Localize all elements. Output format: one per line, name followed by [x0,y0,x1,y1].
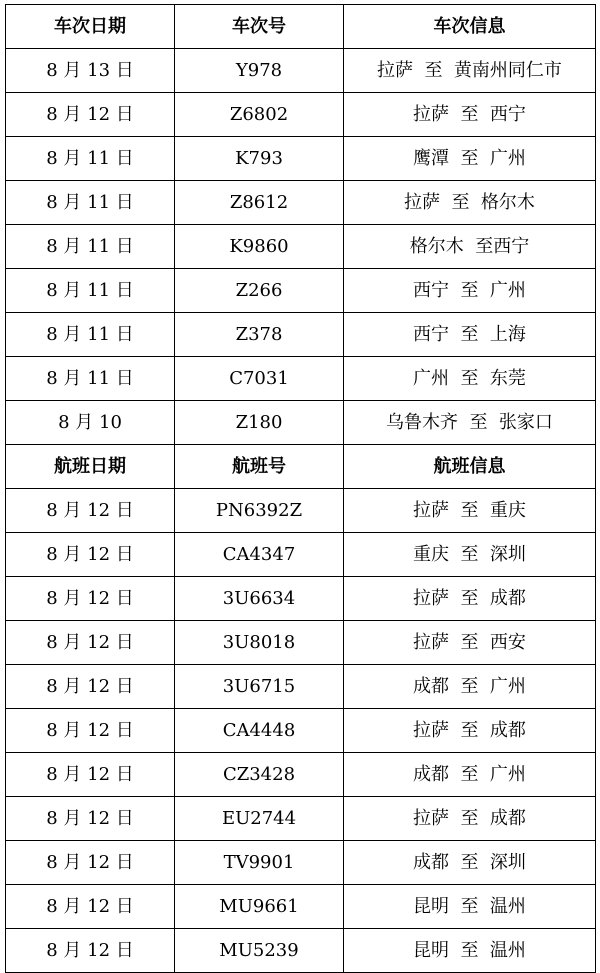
train-row [6,49,596,93]
flight-header-row [6,445,596,489]
flight-info: 昆明 至 温州 [344,929,596,973]
train-info: 格尔木 至西宁 [344,225,596,269]
schedule-sheet [5,4,595,973]
flight-info: 拉萨 至 成都 [344,709,596,753]
flight-info: 重庆 至 深圳 [344,533,596,577]
flight-row [6,841,596,885]
train-info: 广州 至 东莞 [344,357,596,401]
train-row [6,313,596,357]
flight-info-header: 航班信息 [344,445,596,489]
flight-number: CA4448 [175,709,344,753]
flight-row [6,709,596,753]
flight-number: MU5239 [175,929,344,973]
train-date: 8 月 11 日 [6,269,175,313]
flight-info: 成都 至 深圳 [344,841,596,885]
flight-info: 昆明 至 温州 [344,885,596,929]
travel-schedule-table [5,4,596,973]
flight-date: 8 月 12 日 [6,797,175,841]
train-date: 8 月 10 [6,401,175,445]
train-row [6,357,596,401]
flight-row [6,489,596,533]
train-number: Z8612 [175,181,344,225]
flight-date-header: 航班日期 [6,445,175,489]
train-info: 鹰潭 至 广州 [344,137,596,181]
train-row [6,401,596,445]
flight-date: 8 月 12 日 [6,753,175,797]
flight-number: 3U6634 [175,577,344,621]
train-date: 8 月 12 日 [6,93,175,137]
flight-number: MU9661 [175,885,344,929]
flight-row [6,533,596,577]
train-info: 拉萨 至 格尔木 [344,181,596,225]
train-date: 8 月 11 日 [6,225,175,269]
train-info: 乌鲁木齐 至 张家口 [344,401,596,445]
train-row [6,181,596,225]
train-info-header: 车次信息 [344,5,596,49]
flight-row [6,797,596,841]
flight-row [6,577,596,621]
flight-number-header: 航班号 [175,445,344,489]
flight-info: 拉萨 至 重庆 [344,489,596,533]
train-number: Y978 [175,49,344,93]
train-info: 拉萨 至 西宁 [344,93,596,137]
flight-info: 成都 至 广州 [344,665,596,709]
train-number: Z378 [175,313,344,357]
train-number: K793 [175,137,344,181]
train-info: 西宁 至 上海 [344,313,596,357]
flight-number: 3U8018 [175,621,344,665]
flight-number: CA4347 [175,533,344,577]
flight-date: 8 月 12 日 [6,533,175,577]
flight-info: 成都 至 广州 [344,753,596,797]
flight-date: 8 月 12 日 [6,665,175,709]
flight-info: 拉萨 至 成都 [344,577,596,621]
flight-row [6,885,596,929]
flight-date: 8 月 12 日 [6,489,175,533]
train-number: Z266 [175,269,344,313]
flight-row [6,621,596,665]
train-header-row [6,5,596,49]
train-date: 8 月 11 日 [6,181,175,225]
train-date-header: 车次日期 [6,5,175,49]
train-row [6,137,596,181]
flight-row [6,753,596,797]
flight-date: 8 月 12 日 [6,709,175,753]
train-date: 8 月 11 日 [6,137,175,181]
train-row [6,269,596,313]
flight-date: 8 月 12 日 [6,577,175,621]
flight-number: PN6392Z [175,489,344,533]
train-number-header: 车次号 [175,5,344,49]
train-row [6,93,596,137]
flight-row [6,929,596,973]
flight-info: 拉萨 至 成都 [344,797,596,841]
flight-date: 8 月 12 日 [6,621,175,665]
train-row [6,225,596,269]
flight-number: CZ3428 [175,753,344,797]
flight-number: TV9901 [175,841,344,885]
train-number: Z180 [175,401,344,445]
train-number: Z6802 [175,93,344,137]
flight-row [6,665,596,709]
train-number: C7031 [175,357,344,401]
train-date: 8 月 11 日 [6,357,175,401]
train-date: 8 月 11 日 [6,313,175,357]
train-number: K9860 [175,225,344,269]
train-info: 西宁 至 广州 [344,269,596,313]
flight-number: EU2744 [175,797,344,841]
flight-number: 3U6715 [175,665,344,709]
train-info: 拉萨 至 黄南州同仁市 [344,49,596,93]
flight-info: 拉萨 至 西安 [344,621,596,665]
flight-date: 8 月 12 日 [6,885,175,929]
train-date: 8 月 13 日 [6,49,175,93]
flight-date: 8 月 12 日 [6,929,175,973]
flight-date: 8 月 12 日 [6,841,175,885]
